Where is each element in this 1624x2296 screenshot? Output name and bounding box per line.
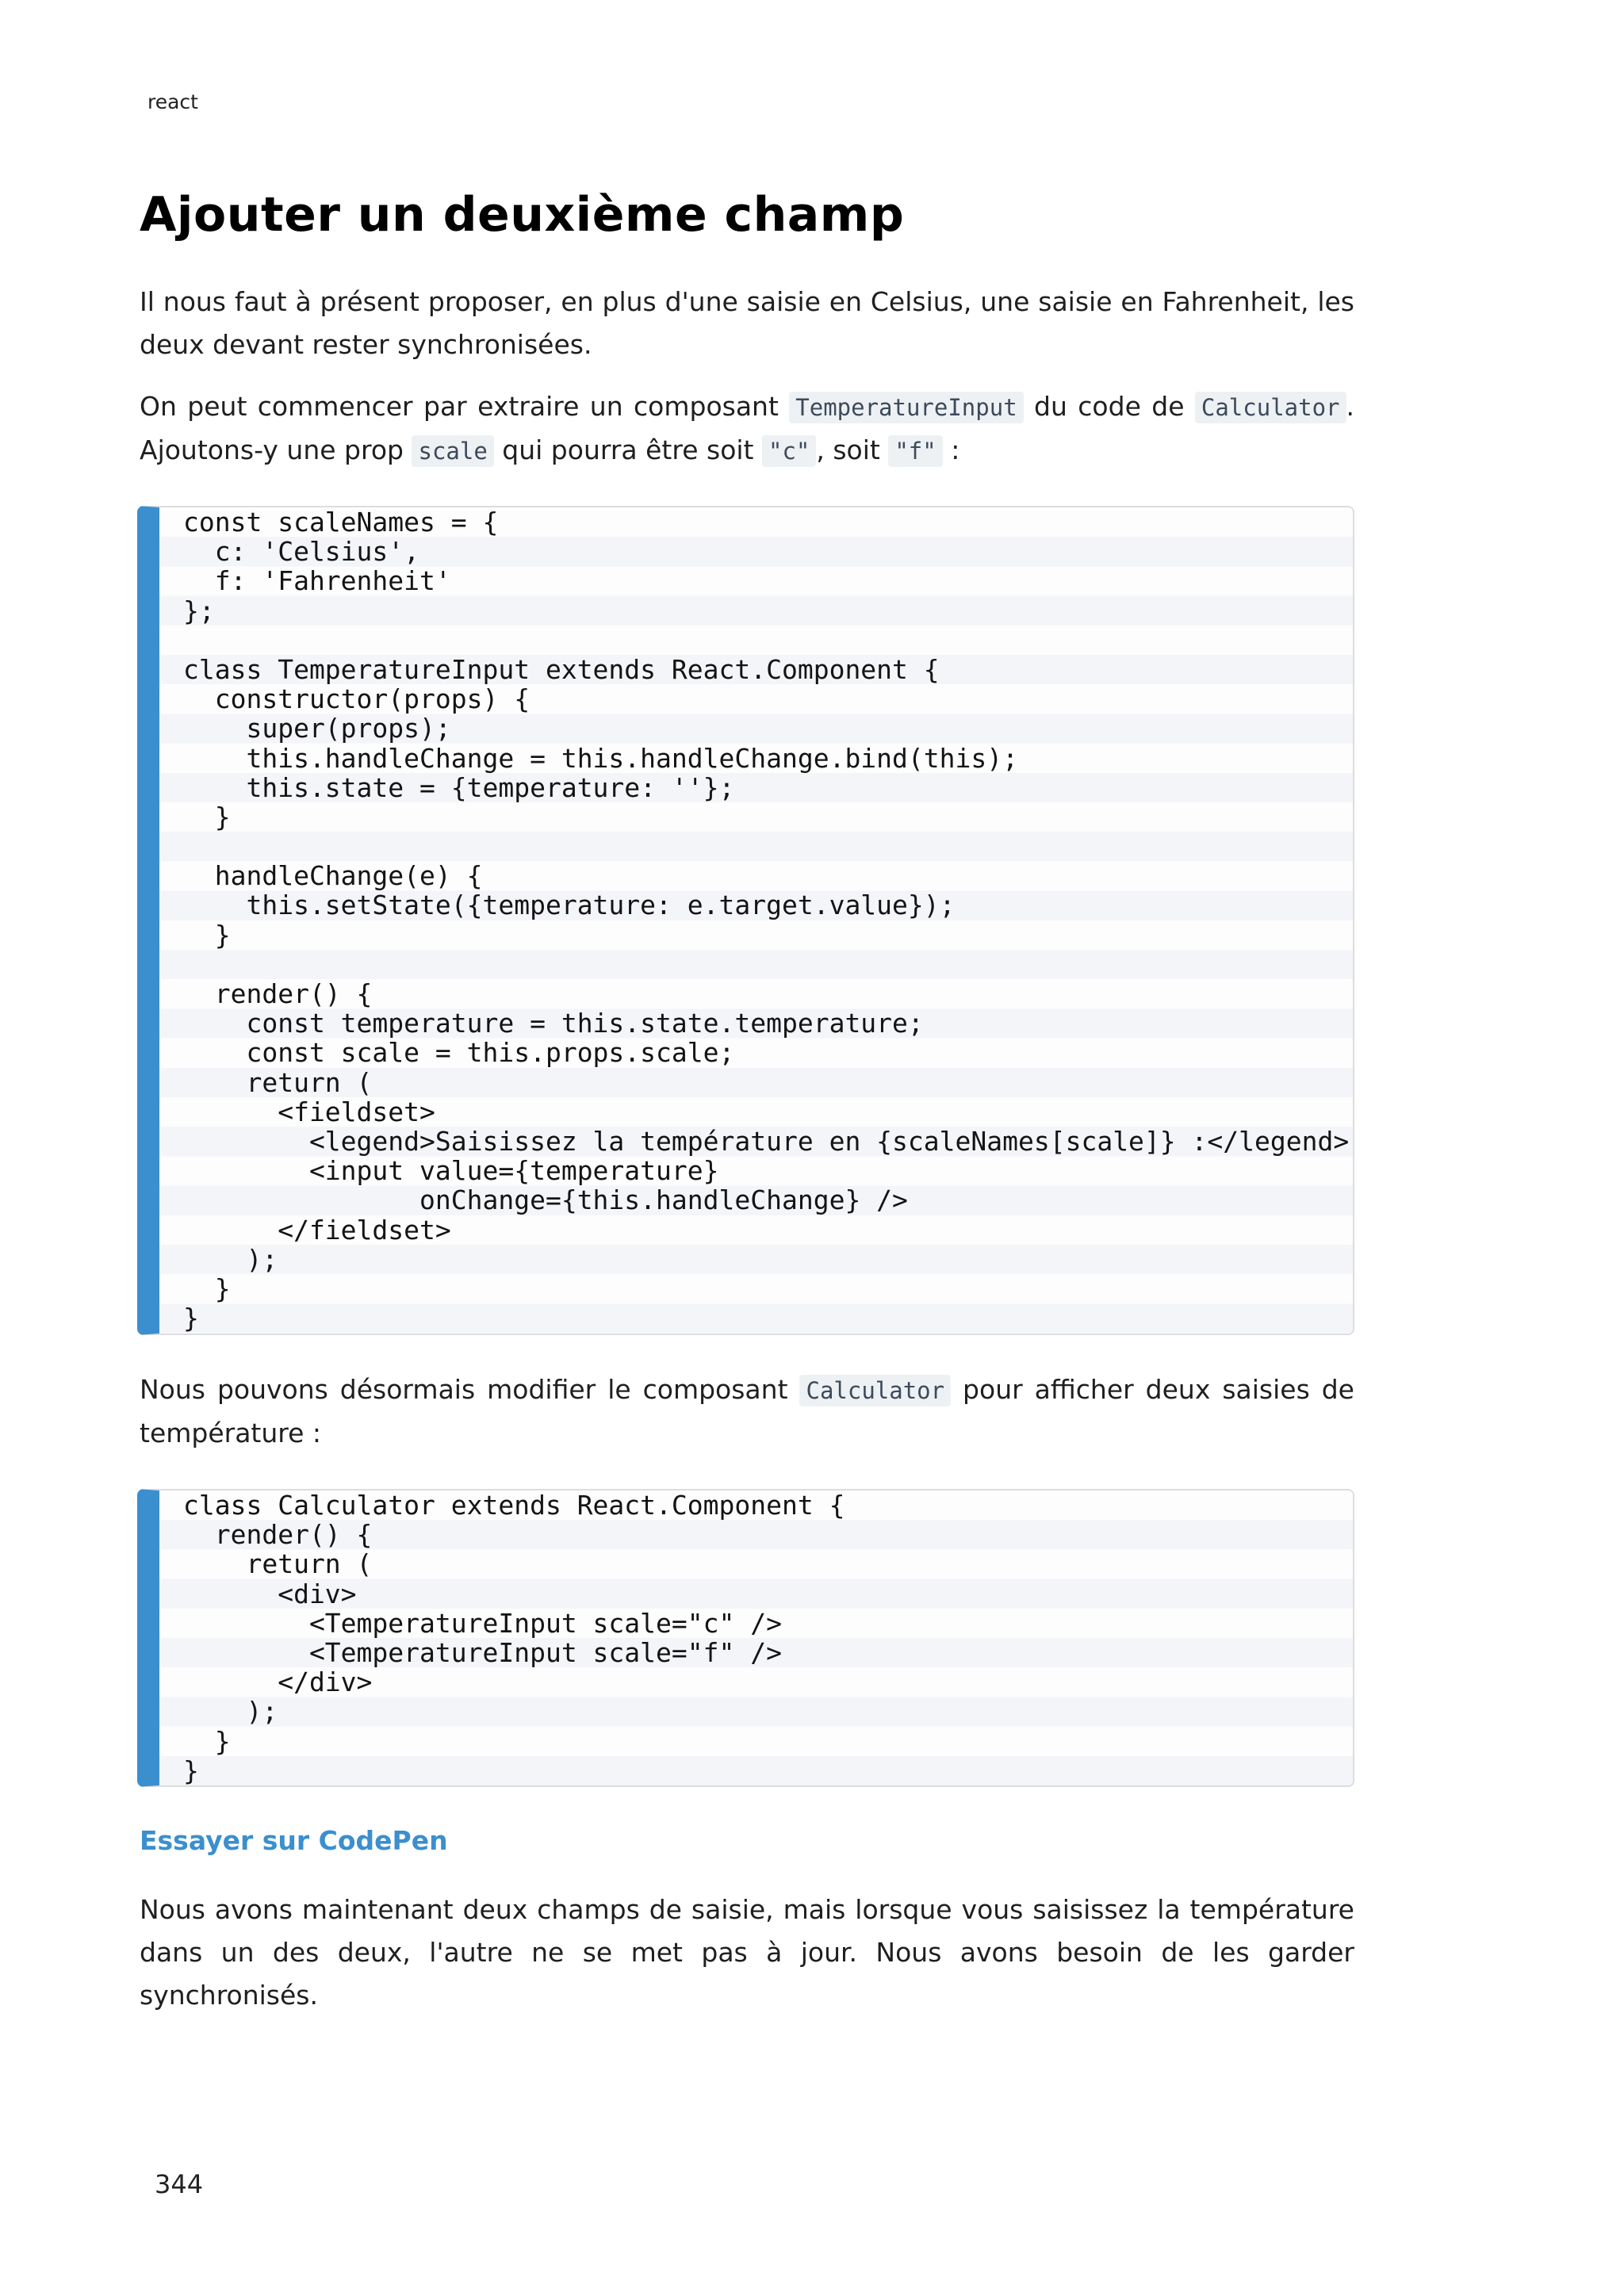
code-listing — [159, 1490, 1353, 1785]
code-block-calculator — [137, 1489, 1354, 1787]
code-line: onChange={this.handleChange} /> — [183, 1184, 908, 1216]
code-line: f: 'Fahrenheit' — [183, 565, 451, 597]
code-line: } — [183, 1755, 199, 1786]
inline-code-c: "c" — [762, 435, 816, 467]
inline-code-calculator: Calculator — [799, 1375, 951, 1406]
code-line: this.handleChange = this.handleChange.bind(this); — [183, 742, 1018, 774]
inline-code-scale: scale — [412, 435, 493, 467]
code-line: } — [183, 1303, 199, 1334]
text-segment: : — [942, 434, 960, 465]
code-line: ); — [183, 1696, 278, 1728]
extract-component-paragraph — [140, 385, 1354, 473]
code-line: render() { — [183, 978, 373, 1009]
code-line: <fieldset> — [183, 1096, 435, 1127]
intro-paragraph: Il nous faut à présent proposer, en plus d'une saisie en Celsius, une saisie en Fahrenheit, les deux devant rester synchronisées. — [140, 286, 1354, 360]
text-segment: qui pourra être soit — [493, 434, 762, 465]
code-line: this.state = {temperature: ''}; — [183, 771, 735, 803]
code-line: }; — [183, 595, 215, 626]
code-listing — [159, 507, 1353, 1333]
code-line: const temperature = this.state.temperature; — [183, 1008, 924, 1039]
page-number: 344 — [155, 2169, 204, 2199]
code-line — [183, 626, 1353, 655]
code-line: } — [183, 1272, 231, 1304]
running-header: react — [147, 90, 198, 113]
code-line: const scale = this.props.scale; — [183, 1037, 735, 1069]
code-line — [183, 950, 1353, 979]
calculator-paragraph — [140, 1368, 1354, 1455]
code-line: <legend>Saisissez la température en {scaleNames[scale]} :</legend> — [183, 1125, 1350, 1157]
code-block-temperature-input — [137, 506, 1354, 1335]
code-line: class TemperatureInput extends React.Component { — [183, 653, 940, 685]
code-line: class Calculator extends React.Component { — [183, 1490, 845, 1521]
code-line — [183, 832, 1353, 861]
text-segment: Nous pouvons désormais modifier le composant — [140, 1374, 800, 1405]
code-line: c: 'Celsius', — [183, 536, 420, 568]
code-line: return ( — [183, 1066, 373, 1098]
outro-paragraph: Nous avons maintenant deux champs de saisie, mais lorsque vous saisissez la température dans un des deux, l'autre ne se met pas à jour. Nous avons besoin de les garder synchronisés. — [140, 1894, 1354, 2011]
code-line: } — [183, 1725, 231, 1757]
code-line: ); — [183, 1243, 278, 1275]
code-line: <TemperatureInput scale="c" /> — [183, 1607, 782, 1639]
code-line: <TemperatureInput scale="f" /> — [183, 1636, 782, 1668]
code-line: const scaleNames = { — [183, 507, 499, 538]
text-segment: . Ajoutons-y une prop — [140, 391, 1354, 465]
inline-code-f: "f" — [888, 435, 942, 467]
code-line: handleChange(e) { — [183, 860, 483, 892]
inline-code-calculator: Calculator — [1195, 392, 1346, 423]
code-line: this.setState({temperature: e.target.value}); — [183, 890, 956, 921]
text-segment: On peut commencer par extraire un composant — [140, 391, 790, 422]
text-segment: du code de — [1023, 391, 1195, 422]
code-line: </div> — [183, 1667, 373, 1698]
code-line: return ( — [183, 1548, 373, 1580]
code-line: <input value={temperature} — [183, 1155, 719, 1187]
code-line: render() { — [183, 1519, 373, 1551]
text-segment: , soit — [816, 434, 889, 465]
code-line: constructor(props) { — [183, 683, 530, 715]
inline-code-temperature-input: TemperatureInput — [789, 392, 1023, 423]
text-segment: pour afficher deux saisies de température : — [140, 1374, 1354, 1448]
code-line: </fieldset> — [183, 1214, 451, 1246]
page-title: Ajouter un deuxième champ — [140, 187, 905, 243]
codepen-link[interactable]: Essayer sur CodePen — [140, 1825, 448, 1856]
code-line: super(props); — [183, 713, 451, 744]
code-line: } — [183, 919, 231, 951]
code-line: } — [183, 801, 231, 832]
code-line: <div> — [183, 1578, 357, 1609]
